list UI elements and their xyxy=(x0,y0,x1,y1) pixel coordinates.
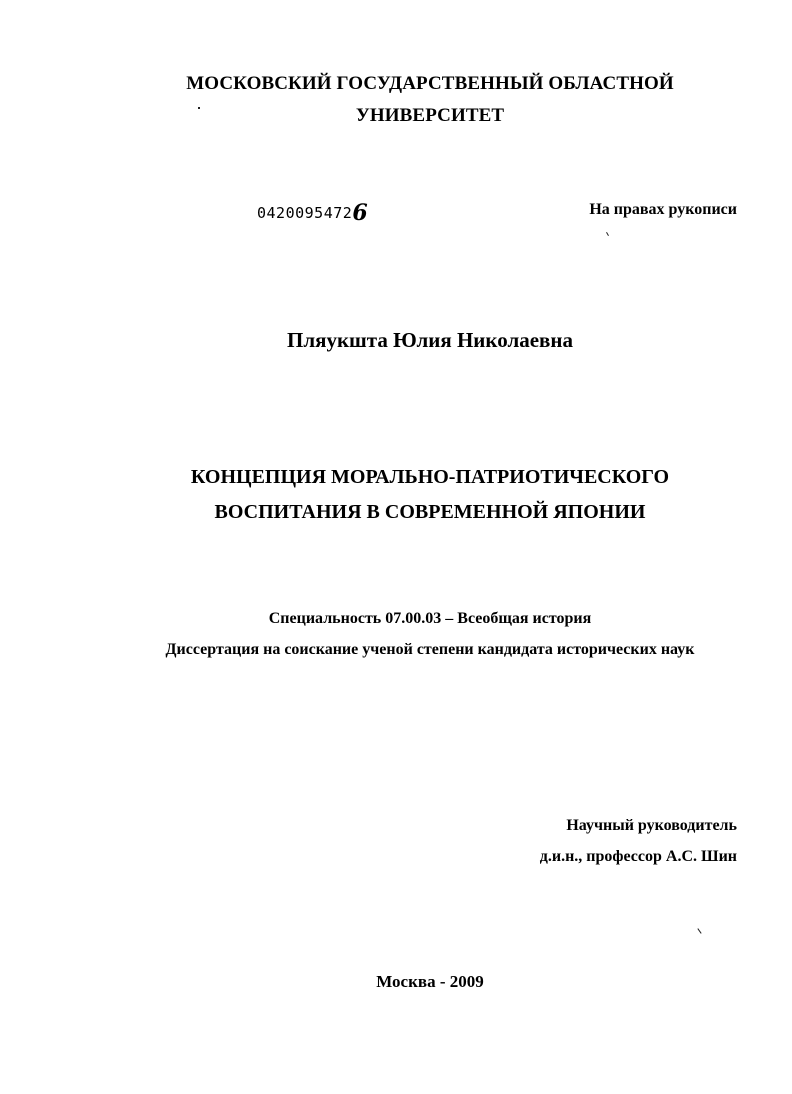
specialty-line: Специальность 07.00.03 – Всеобщая история xyxy=(268,610,592,627)
advisor-label: Научный руководитель xyxy=(566,817,737,834)
university-name-line-2: УНИВЕРСИТЕТ xyxy=(355,105,505,126)
manuscript-rights-note: На правах рукописи xyxy=(589,201,737,218)
dissertation-title-line-2: ВОСПИТАНИЯ В СОВРЕМЕННОЙ ЯПОНИИ xyxy=(214,501,646,523)
dissertation-title-line-1: КОНЦЕПЦИЯ МОРАЛЬНО-ПАТРИОТИЧЕСКОГО xyxy=(190,466,670,488)
city-and-year: Москва - 2009 xyxy=(376,972,484,991)
inventory-number xyxy=(257,198,368,224)
inventory-number-printed: 0420095472 xyxy=(257,204,353,222)
university-name-line-1: МОСКОВСКИЙ ГОСУДАРСТВЕННЫЙ ОБЛАСТНОЙ xyxy=(186,73,674,94)
degree-line: Диссертация на соискание ученой степени кандидата исторических наук xyxy=(165,641,695,658)
scan-speck xyxy=(697,928,701,933)
author-name: Пляукшта Юлия Николаевна xyxy=(286,328,573,352)
advisor-name: д.и.н., профессор А.С. Шин xyxy=(539,848,737,865)
scan-speck xyxy=(606,232,609,236)
inventory-number-handwritten-digit: 6 xyxy=(352,200,369,226)
scan-speck xyxy=(198,107,200,109)
